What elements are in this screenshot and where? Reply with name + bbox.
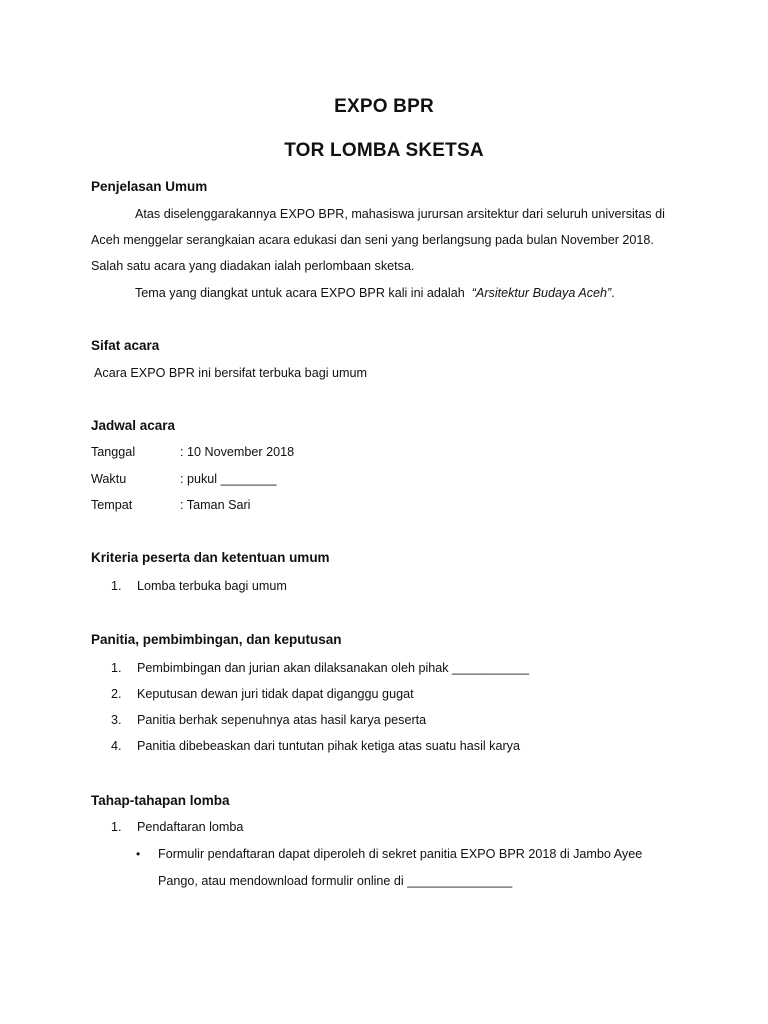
- list-text: Keputusan dewan juri tidak dapat diganggu gugat: [137, 687, 414, 701]
- heading-tahap: Tahap-tahapan lomba: [91, 793, 230, 808]
- list-number: 2.: [111, 687, 122, 701]
- bullet-item: [136, 847, 642, 861]
- jadwal-value: : pukul ________: [180, 472, 277, 486]
- heading-penjelasan-umum: Penjelasan Umum: [91, 179, 208, 194]
- tema-suffix: .: [611, 286, 615, 300]
- list-text: Panitia berhak sepenuhnya atas hasil karya peserta: [137, 713, 427, 727]
- heading-jadwal-acara: Jadwal acara: [91, 418, 176, 433]
- paragraph-line: Atas diselenggarakannya EXPO BPR, mahasiswa jurursan arsitektur dari seluruh universitas di: [135, 207, 665, 221]
- sifat-text: Acara EXPO BPR ini bersifat terbuka bagi umum: [94, 366, 367, 380]
- heading-panitia: Panitia, pembimbingan, dan keputusan: [91, 632, 342, 647]
- bullet-icon: •: [136, 847, 141, 861]
- list-number: 3.: [111, 713, 122, 727]
- heading-sifat-acara: Sifat acara: [91, 338, 160, 353]
- list-item: [111, 579, 287, 593]
- list-text: Pembimbingan dan jurian akan dilaksanakan oleh pihak ___________: [137, 661, 530, 675]
- bullet-continuation: Pango, atau mendownload formulir online di _______________: [158, 874, 513, 888]
- document-subtitle: TOR LOMBA SKETSA: [284, 140, 484, 161]
- list-item: [111, 661, 529, 675]
- jadwal-label: Tanggal: [91, 445, 136, 459]
- document-title: EXPO BPR: [334, 96, 434, 117]
- list-item: [111, 713, 426, 727]
- jadwal-label: Waktu: [91, 472, 127, 486]
- list-text: Pendaftaran lomba: [137, 820, 244, 834]
- jadwal-value: : 10 November 2018: [180, 445, 295, 459]
- list-number: 1.: [111, 579, 122, 593]
- paragraph-line: Salah satu acara yang diadakan ialah perlombaan sketsa.: [91, 259, 415, 273]
- list-item: [111, 820, 243, 834]
- tema-line: [135, 286, 615, 300]
- list-text: Panitia dibebeaskan dari tuntutan pihak ketiga atas suatu hasil karya: [137, 739, 520, 753]
- list-number: 1.: [111, 820, 122, 834]
- list-item: [111, 739, 520, 753]
- heading-kriteria: Kriteria peserta dan ketentuan umum: [91, 550, 330, 565]
- list-number: 1.: [111, 661, 122, 675]
- bullet-text: Formulir pendaftaran dapat diperoleh di sekret panitia EXPO BPR 2018 di Jambo Ayee: [158, 847, 643, 861]
- jadwal-value: : Taman Sari: [180, 498, 251, 512]
- tema-prefix: Tema yang diangkat untuk acara EXPO BPR kali ini adalah: [135, 286, 465, 300]
- jadwal-label: Tempat: [91, 498, 133, 512]
- list-item: [111, 687, 414, 701]
- paragraph-line: Aceh menggelar serangkaian acara edukasi dan seni yang berlangsung pada bulan November 2018.: [91, 233, 654, 247]
- tema-value: “Arsitektur Budaya Aceh”: [471, 286, 612, 300]
- list-number: 4.: [111, 739, 122, 753]
- list-text: Lomba terbuka bagi umum: [137, 579, 287, 593]
